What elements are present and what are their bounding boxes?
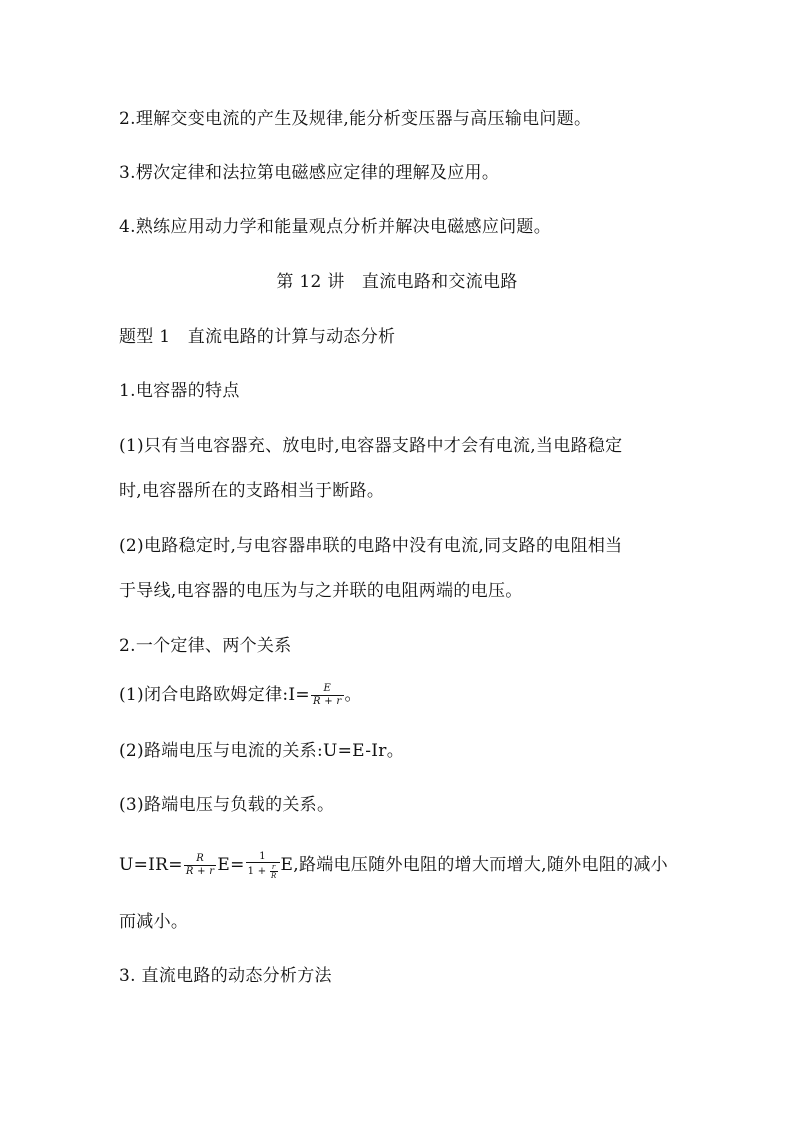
section-capacitor: 1.电容器的特点 — [119, 381, 240, 401]
equation-fraction-2 — [246, 851, 280, 880]
equation-start: U=IR= — [119, 855, 183, 875]
section-dynamic-analysis: 3. 直流电路的动态分析方法 — [119, 966, 332, 986]
capacitor-point-1a: (1)只有当电容器充、放电时,电容器支路中才会有电流,当电路稳定 — [119, 436, 623, 456]
fraction-numerator: R — [196, 853, 205, 864]
fraction-numerator: 1 — [259, 851, 266, 862]
ohm-law-end: 。 — [344, 685, 362, 705]
fraction-denominator: R + r — [185, 866, 215, 877]
objective-2: 2.理解交变电流的产生及规律,能分析变压器与高压输电问题。 — [119, 109, 592, 129]
equation-continuation: 而减小。 — [119, 912, 189, 932]
fraction-numerator: E — [323, 683, 332, 694]
ohm-law-line — [119, 683, 362, 708]
equation-mid: E= — [217, 855, 245, 875]
capacitor-point-2b: 于导线,电容器的电压为与之并联的电阻两端的电压。 — [119, 581, 523, 601]
denominator-one-plus: 1 + — [247, 866, 270, 877]
capacitor-point-1b: 时,电容器所在的支路相当于断路。 — [119, 481, 385, 501]
lecture-title: 第 12 讲 直流电路和交流电路 — [276, 272, 518, 292]
nested-denominator: R — [270, 872, 277, 880]
equation-fraction-1 — [184, 853, 217, 878]
terminal-voltage-current: (2)路端电压与电流的关系:U=E-Ir。 — [119, 741, 404, 761]
ohm-law-fraction — [311, 683, 344, 708]
nested-numerator: r — [271, 863, 276, 871]
equation-end: E,路端电压随外电阻的增大而增大,随外电阻的减小 — [280, 855, 668, 875]
nested-fraction — [270, 863, 278, 880]
ohm-law-text: (1)闭合电路欧姆定律:I= — [119, 685, 310, 705]
capacitor-point-2a: (2)电路稳定时,与电容器串联的电路中没有电流,同支路的电阻相当 — [119, 536, 623, 556]
objective-4: 4.熟练应用动力学和能量观点分析并解决电磁感应问题。 — [119, 217, 552, 237]
topic-heading: 题型 1 直流电路的计算与动态分析 — [119, 327, 396, 347]
fraction-denominator — [246, 862, 280, 880]
fraction-denominator: R + r — [312, 696, 342, 707]
section-laws: 2.一个定律、两个关系 — [119, 636, 292, 656]
terminal-voltage-equation — [119, 851, 668, 880]
objective-3: 3.楞次定律和法拉第电磁感应定律的理解及应用。 — [119, 163, 500, 183]
terminal-voltage-load: (3)路端电压与负载的关系。 — [119, 795, 335, 815]
